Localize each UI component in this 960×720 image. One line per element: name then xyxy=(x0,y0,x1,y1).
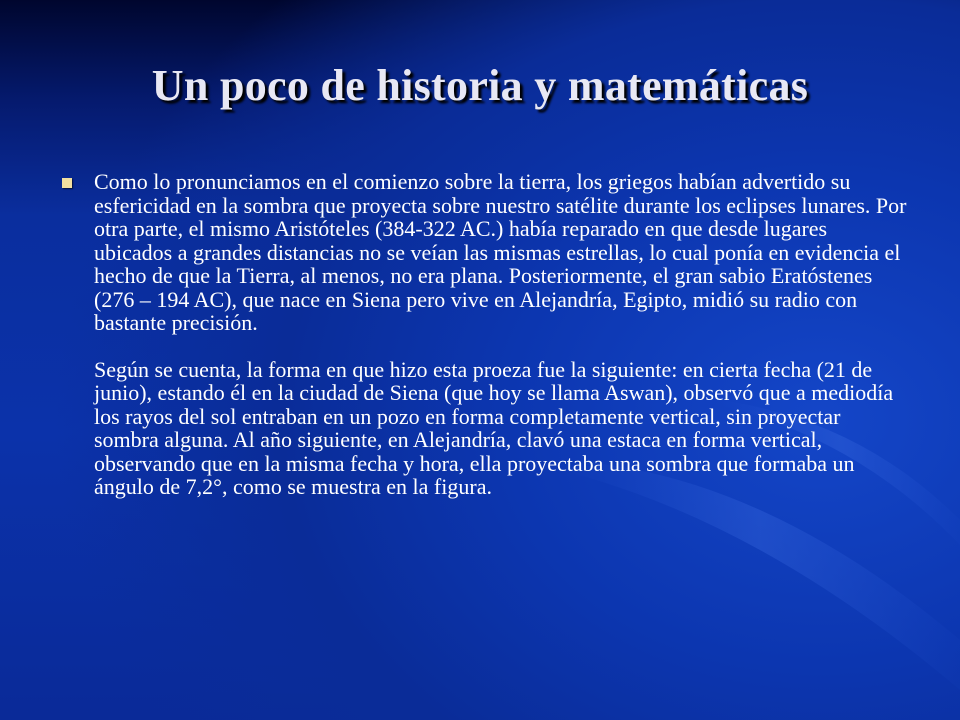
paragraph-spacer xyxy=(94,335,908,358)
slide-title: Un poco de historia y matemáticas xyxy=(151,61,809,110)
bullet-list xyxy=(58,170,908,499)
paragraph-history: Como lo pronunciamos en el comienzo sobre la tierra, los griegos habían advertido su esfericidad en la sombra que proyecta sobre nuestro satélite durante los eclipses lunares. Por otra parte, el mismo Aristóteles (384-322 AC.) había reparado en que desde lugares ubicados a grandes distancias no se veían las mismas estrellas, lo cual ponía en evidencia el hecho de que la Tierra, al menos, no era plana. Posteriormente, el gran sabio Eratóstenes (276 – 194 AC), que nace en Siena pero vive en Alejandría, Egipto, midió su radio con bastante precisión. xyxy=(94,169,907,335)
square-bullet-icon xyxy=(62,178,72,188)
paragraph-eratosthenes-method: Según se cuenta, la forma en que hizo esta proeza fue la siguiente: en cierta fecha (21 de junio), estando él en la ciudad de Siena (que hoy se llama Aswan), observó que a mediodía los rayos del sol entraban en un pozo en forma completamente vertical, sin proyectar sombra alguna. Al año siguiente, en Alejandría, clavó una estaca en forma vertical, observando que en la misma fecha y hora, ella proyectaba una sombra que formaba un ángulo de 7,2°, como se muestra en la figura. xyxy=(94,356,894,499)
bullet-item xyxy=(58,170,908,499)
